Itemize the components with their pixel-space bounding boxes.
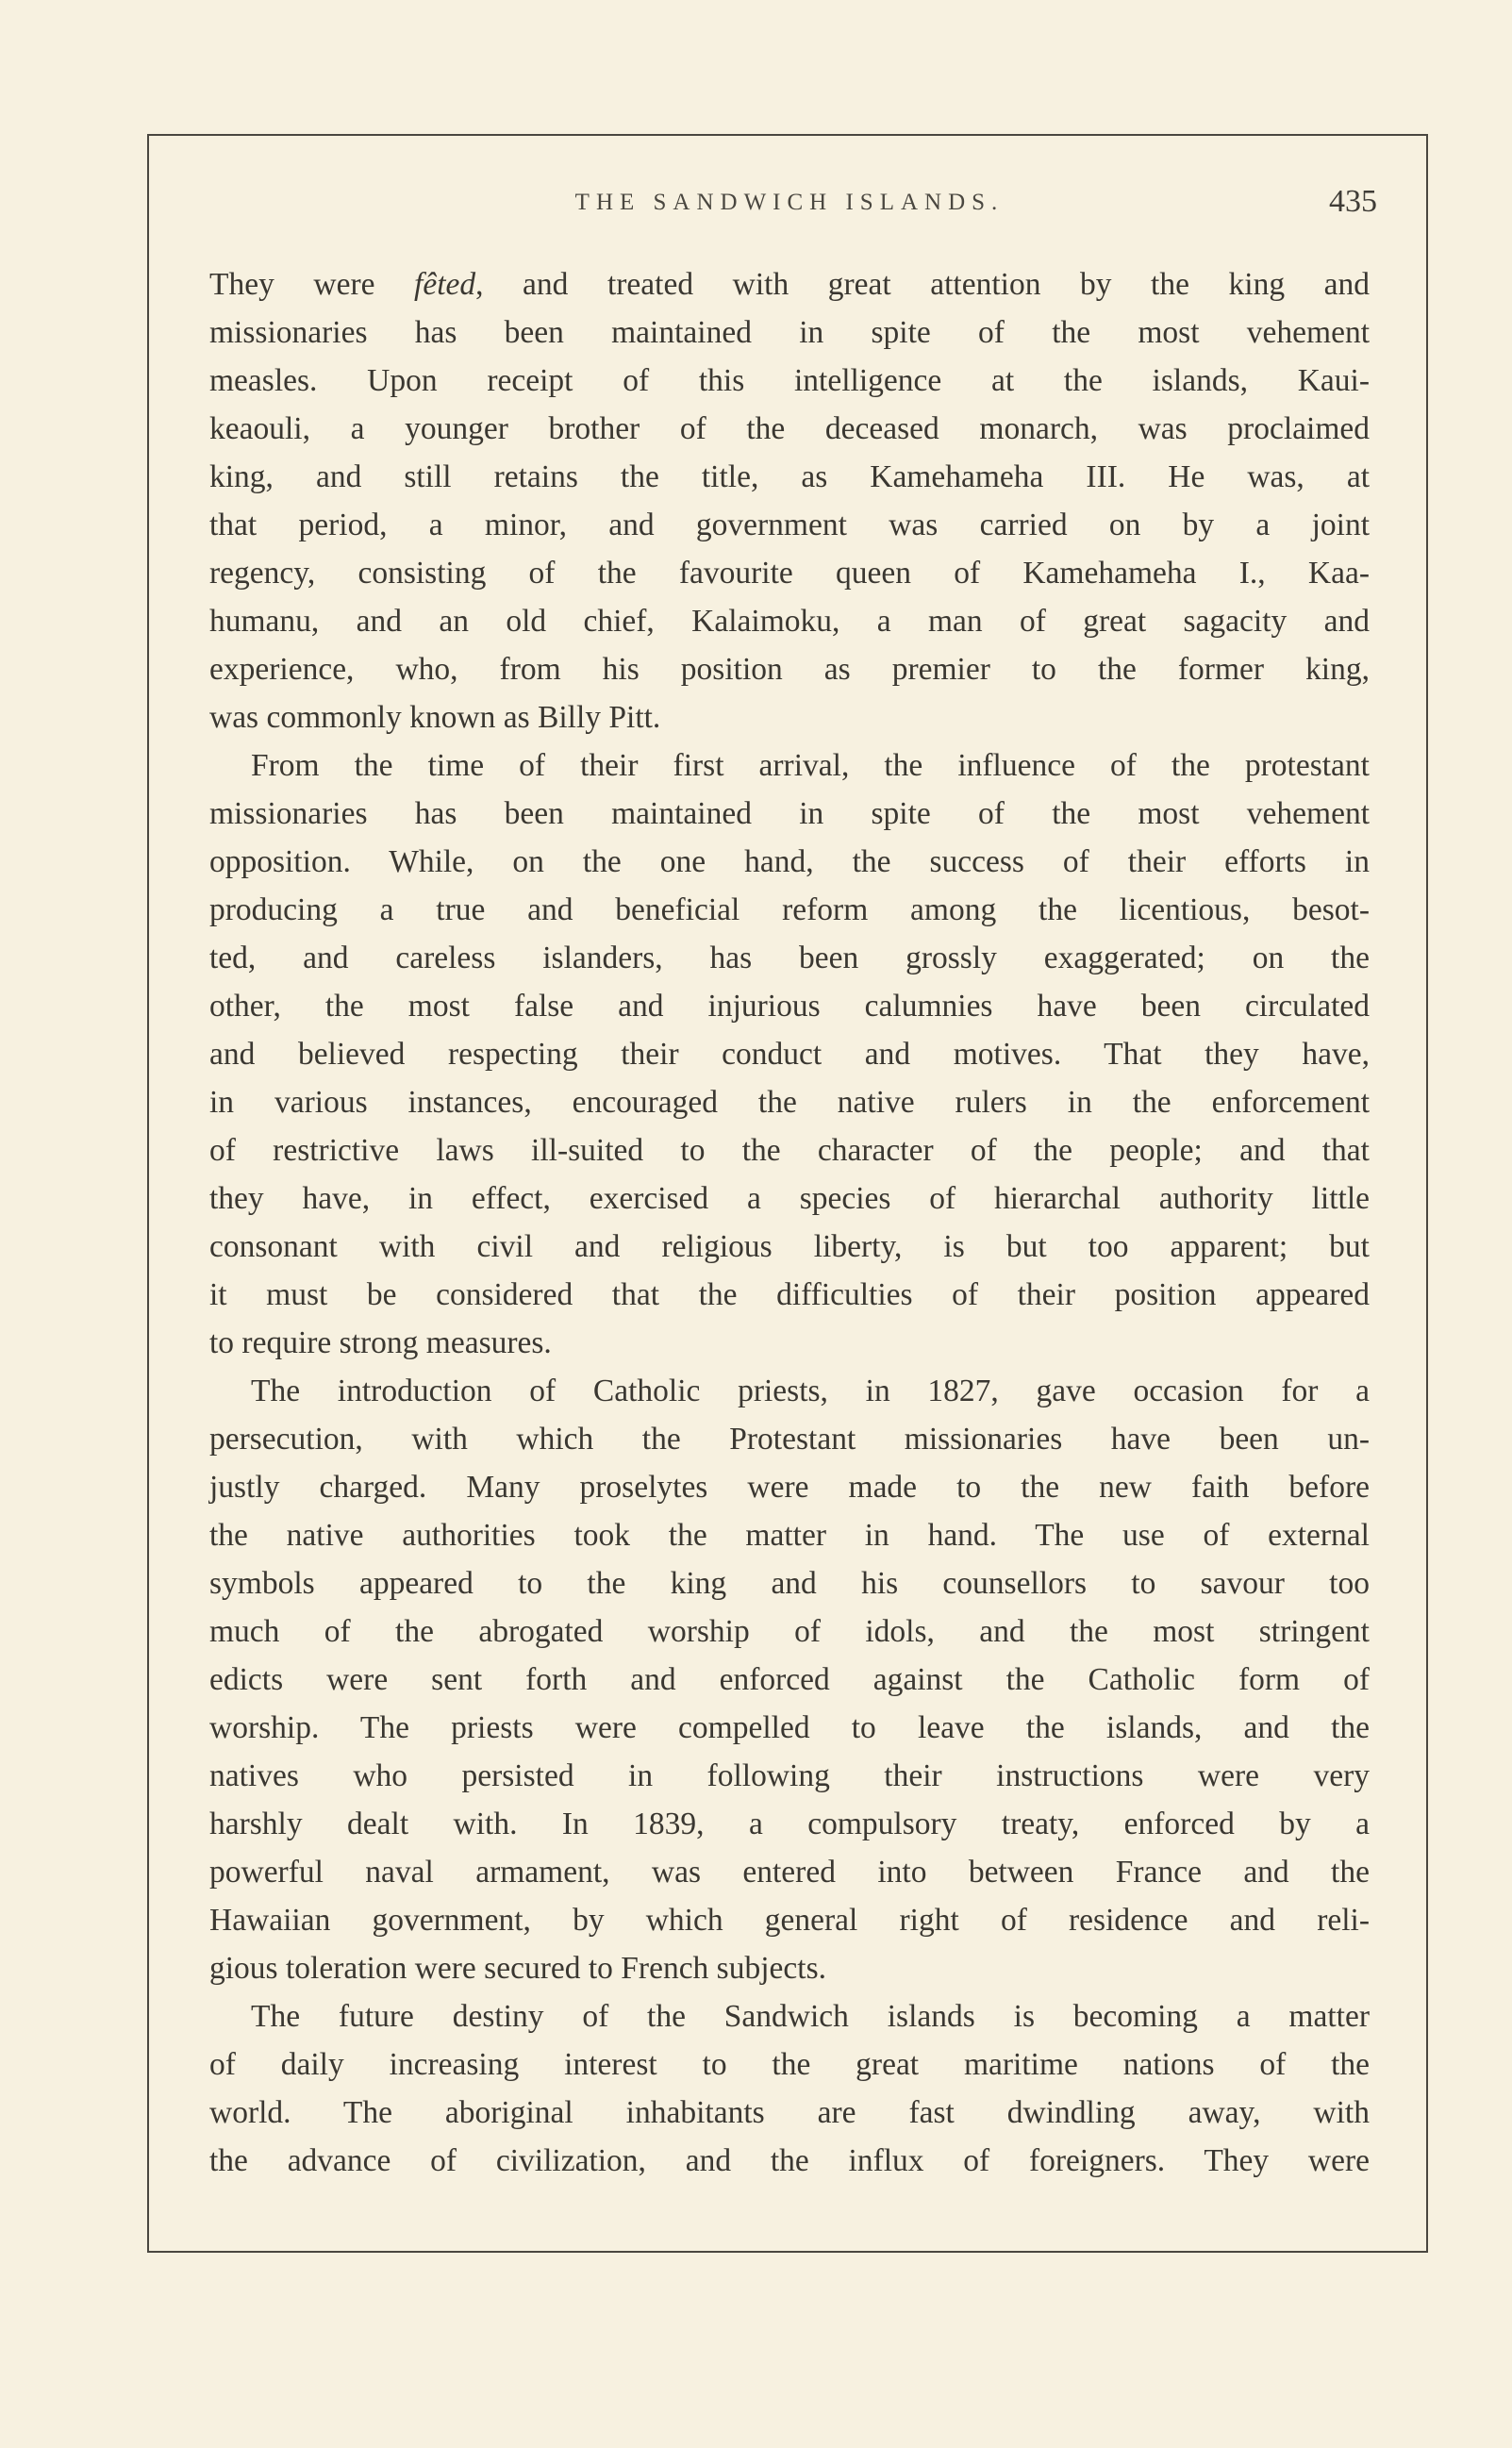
text-line: symbols appeared to the king and his counsellors to savour too — [209, 1566, 1370, 1601]
italic-word: fêted — [414, 267, 476, 302]
text-line: humanu, and an old chief, Kalaimoku, a man of great sagacity and — [209, 604, 1370, 639]
text-line: of restrictive laws ill-suited to the character of the people; and that — [209, 1133, 1370, 1168]
text-line: From the time of their first arrival, the influence of the protestant — [251, 748, 1370, 783]
text-line: natives who persisted in following their instructions were very — [209, 1758, 1370, 1793]
text-line: consonant with civil and religious liberty, is but too apparent; but — [209, 1229, 1370, 1264]
text-line: persecution, with which the Protestant missionaries have been un- — [209, 1422, 1370, 1457]
text-line: missionaries has been maintained in spite of the most vehement — [209, 796, 1370, 831]
paragraph-1 — [209, 260, 1370, 741]
text-line: they have, in effect, exercised a species of hierarchal authority little — [209, 1181, 1370, 1216]
text-line: producing a true and beneficial reform among the licentious, besot- — [209, 892, 1370, 927]
text-line: it must be considered that the difficulties of their position appeared — [209, 1277, 1370, 1312]
text-line — [209, 260, 1370, 308]
text-line: the advance of civilization, and the influx of foreigners. They were — [209, 2143, 1370, 2178]
text-line: that period, a minor, and government was carried on by a joint — [209, 508, 1370, 542]
line-suffix: , and treated with great attention by the king and — [475, 267, 1370, 302]
text-line: worship. The priests were compelled to leave the islands, and the — [209, 1710, 1370, 1745]
text-line: regency, consisting of the favourite queen of Kamehameha I., Kaa- — [209, 556, 1370, 591]
text-line: ted, and careless islanders, has been grossly exaggerated; on the — [209, 941, 1370, 975]
text-line: much of the abrogated worship of idols, and the most stringent — [209, 1614, 1370, 1649]
text-line: gious toleration were secured to French subjects. — [209, 1951, 826, 1986]
text-line: world. The aboriginal inhabitants are fast dwindling away, with — [209, 2095, 1370, 2130]
text-line: keaouli, a younger brother of the deceased monarch, was proclaimed — [209, 411, 1370, 446]
text-line: Hawaiian government, by which general right of residence and reli- — [209, 1903, 1370, 1938]
text-line: king, and still retains the title, as Kamehameha III. He was, at — [209, 459, 1370, 494]
text-line: experience, who, from his position as premier to the former king, — [209, 652, 1370, 687]
text-line: to require strong measures. — [209, 1325, 552, 1360]
text-line: opposition. While, on the one hand, the success of their efforts in — [209, 844, 1370, 879]
line-prefix: They were — [209, 267, 415, 302]
paragraph-2 — [209, 741, 1370, 1367]
text-line: the native authorities took the matter in hand. The use of external — [209, 1518, 1370, 1553]
paragraph-3 — [209, 1367, 1370, 1992]
text-line: justly charged. Many proselytes were made to the new faith before — [209, 1470, 1370, 1505]
text-line: The introduction of Catholic priests, in 1827, gave occasion for a — [251, 1374, 1370, 1408]
text-line: measles. Upon receipt of this intelligence at the islands, Kaui- — [209, 363, 1370, 398]
text-line: was commonly known as Billy Pitt. — [209, 700, 661, 735]
running-head — [209, 184, 1377, 222]
text-line: and believed respecting their conduct and motives. That they have, — [209, 1037, 1370, 1072]
text-line: of daily increasing interest to the great maritime nations of the — [209, 2047, 1370, 2082]
text-line: The future destiny of the Sandwich islands is becoming a matter — [251, 1999, 1370, 2034]
text-line: edicts were sent forth and enforced against the Catholic form of — [209, 1662, 1370, 1697]
text-line: missionaries has been maintained in spite of the most vehement — [209, 315, 1370, 350]
text-line: other, the most false and injurious calumnies have been circulated — [209, 989, 1370, 1024]
text-line: in various instances, encouraged the native rulers in the enforcement — [209, 1085, 1370, 1120]
text-line: powerful naval armament, was entered into between France and the — [209, 1855, 1370, 1890]
text-line: harshly dealt with. In 1839, a compulsory treaty, enforced by a — [209, 1807, 1370, 1841]
page-number: 435 — [1329, 184, 1377, 219]
body-text — [209, 260, 1370, 2185]
paragraph-4 — [209, 1992, 1370, 2185]
running-title: THE SANDWICH ISLANDS. — [574, 190, 1005, 215]
